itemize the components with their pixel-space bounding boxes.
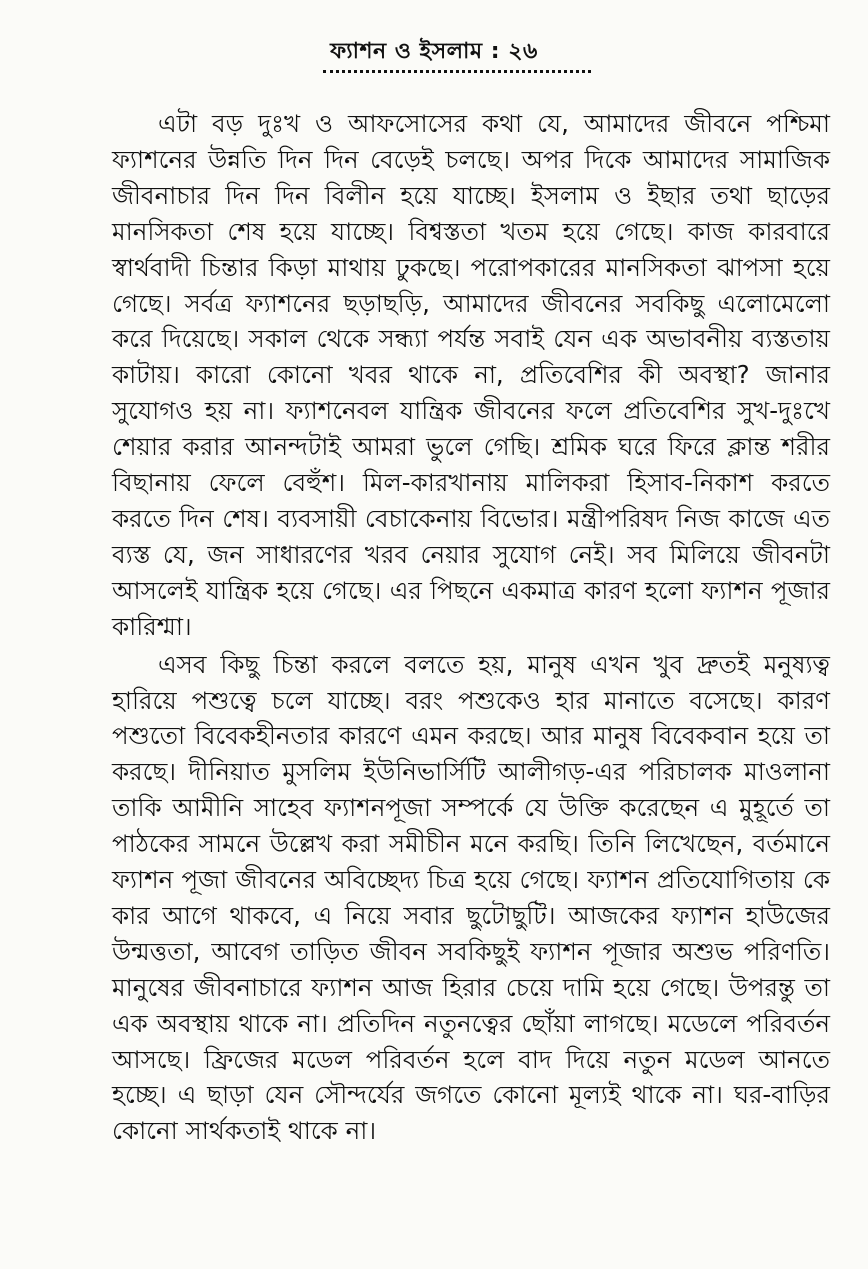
paragraph-1: এটা বড় দুঃখ ও আফসোসের কথা যে, আমাদের জীবনে পশ্চিমা ফ্যাশনের উন্নতি দিন দিন বেড়েই চলছে। অপর দিকে আমাদের সামাজিক জীবনাচার দিন দিন বিলীন হয়ে যাচ্ছে। ইসলাম ও ইছার তথা ছাড়ের মানসিকতা শেষ হয়ে যাচ্ছে। বিশ্বস্ততা খতম হয়ে গেছে। কাজ কারবারে স্বার্থবাদী চিন্তার কিড়া মাথায় ঢুকছে। পরোপকারের মানসিকতা ঝাপসা হয়ে গেছে। সর্বত্র ফ্যাশনের ছড়াছড়ি, আমাদের জীবনের সবকিছু এলোমেলো করে দিয়েছে। সকাল থেকে সন্ধ্যা পর্যন্ত সবাই যেন এক অভাবনীয় ব্যস্ততায় কাটায়। কারো কোনো খবর থাকে না, প্রতিবেশির কী অবস্থা? জানার সুযোগও হয় না। ফ্যাশনেবল যান্ত্রিক জীবনের ফলে প্রতিবেশির সুখ-দুঃখে শেয়ার করার আনন্দটাই আমরা ভুলে গেছি। শ্রমিক ঘরে ফিরে ক্লান্ত শরীর বিছানায় ফেলে বেহুঁশ। মিল-কারখানায় মালিকরা হিসাব-নিকাশ করতে করতে দিন শেষ। ব্যবসায়ী বেচাকেনায় বিভোর। মন্ত্রীপরিষদ নিজ কাজে এত ব্যস্ত যে, জন সাধারণের খরব নেয়ার সুযোগ নেই। সব মিলিয়ে জীবনটা আসলেই যান্ত্রিক হয়ে গেছে। এর পিছনে একমাত্র কারণ হলো ফ্যাশন পূজার কারিশ্মা।: [112, 109, 830, 641]
running-header: ফ্যাশন ও ইসলাম : ২৬: [330, 39, 538, 64]
paragraph-2: এসব কিছু চিন্তা করলে বলতে হয়, মানুষ এখন খুব দ্রুতই মনুষ্যত্ব হারিয়ে পশুত্বে চলে যাচ্ছে। বরং পশুকেও হার মানাতে বসেছে। কারণ পশুতো বিবেকহীনতার কারণে এমন করছে। আর মানুষ বিবেকবান হয়ে তা করছে। দীনিয়াত মুসলিম ইউনিভার্সিটি আলীগড়-এর পরিচালক মাওলানা তাকি আমীনি সাহেব ফ্যাশনপূজা সম্পর্কে যে উক্তি করেছেন এ মুহূর্তে তা পাঠকের সামনে উল্লেখ করা সমীচীন মনে করছি। তিনি লিখেছেন, বর্তমানে ফ্যাশন পূজা জীবনের অবিচ্ছেদ্য চিত্র হয়ে গেছে। ফ্যাশন প্রতিযোগিতায় কে কার আগে থাকবে, এ নিয়ে সবার ছুটোছুটি। আজকের ফ্যাশন হাউজের উন্মত্ততা, আবেগ তাড়িত জীবন সবকিছুই ফ্যাশন পূজার অশুভ পরিণতি। মানুষের জীবনাচারে ফ্যাশন আজ হিরার চেয়ে দামি হয়ে গেছে। উপরন্তু তা এক অবস্থায় থাকে না। প্রতিদিন নতুনত্বের ছোঁয়া লাগছে। মডেলে পরিবর্তন আসছে। ফ্রিজের মডেল পরিবর্তন হলে বাদ দিয়ে নতুন মডেল আনতে হচ্ছে। এ ছাড়া যেন সৌন্দর্যের জগতে কোনো মূল্যই থাকে না। ঘর-বাড়ির কোনো সার্থকতাই থাকে না।: [112, 649, 830, 1146]
header-dotted-rule: [323, 70, 591, 73]
page-body: [112, 106, 830, 1149]
